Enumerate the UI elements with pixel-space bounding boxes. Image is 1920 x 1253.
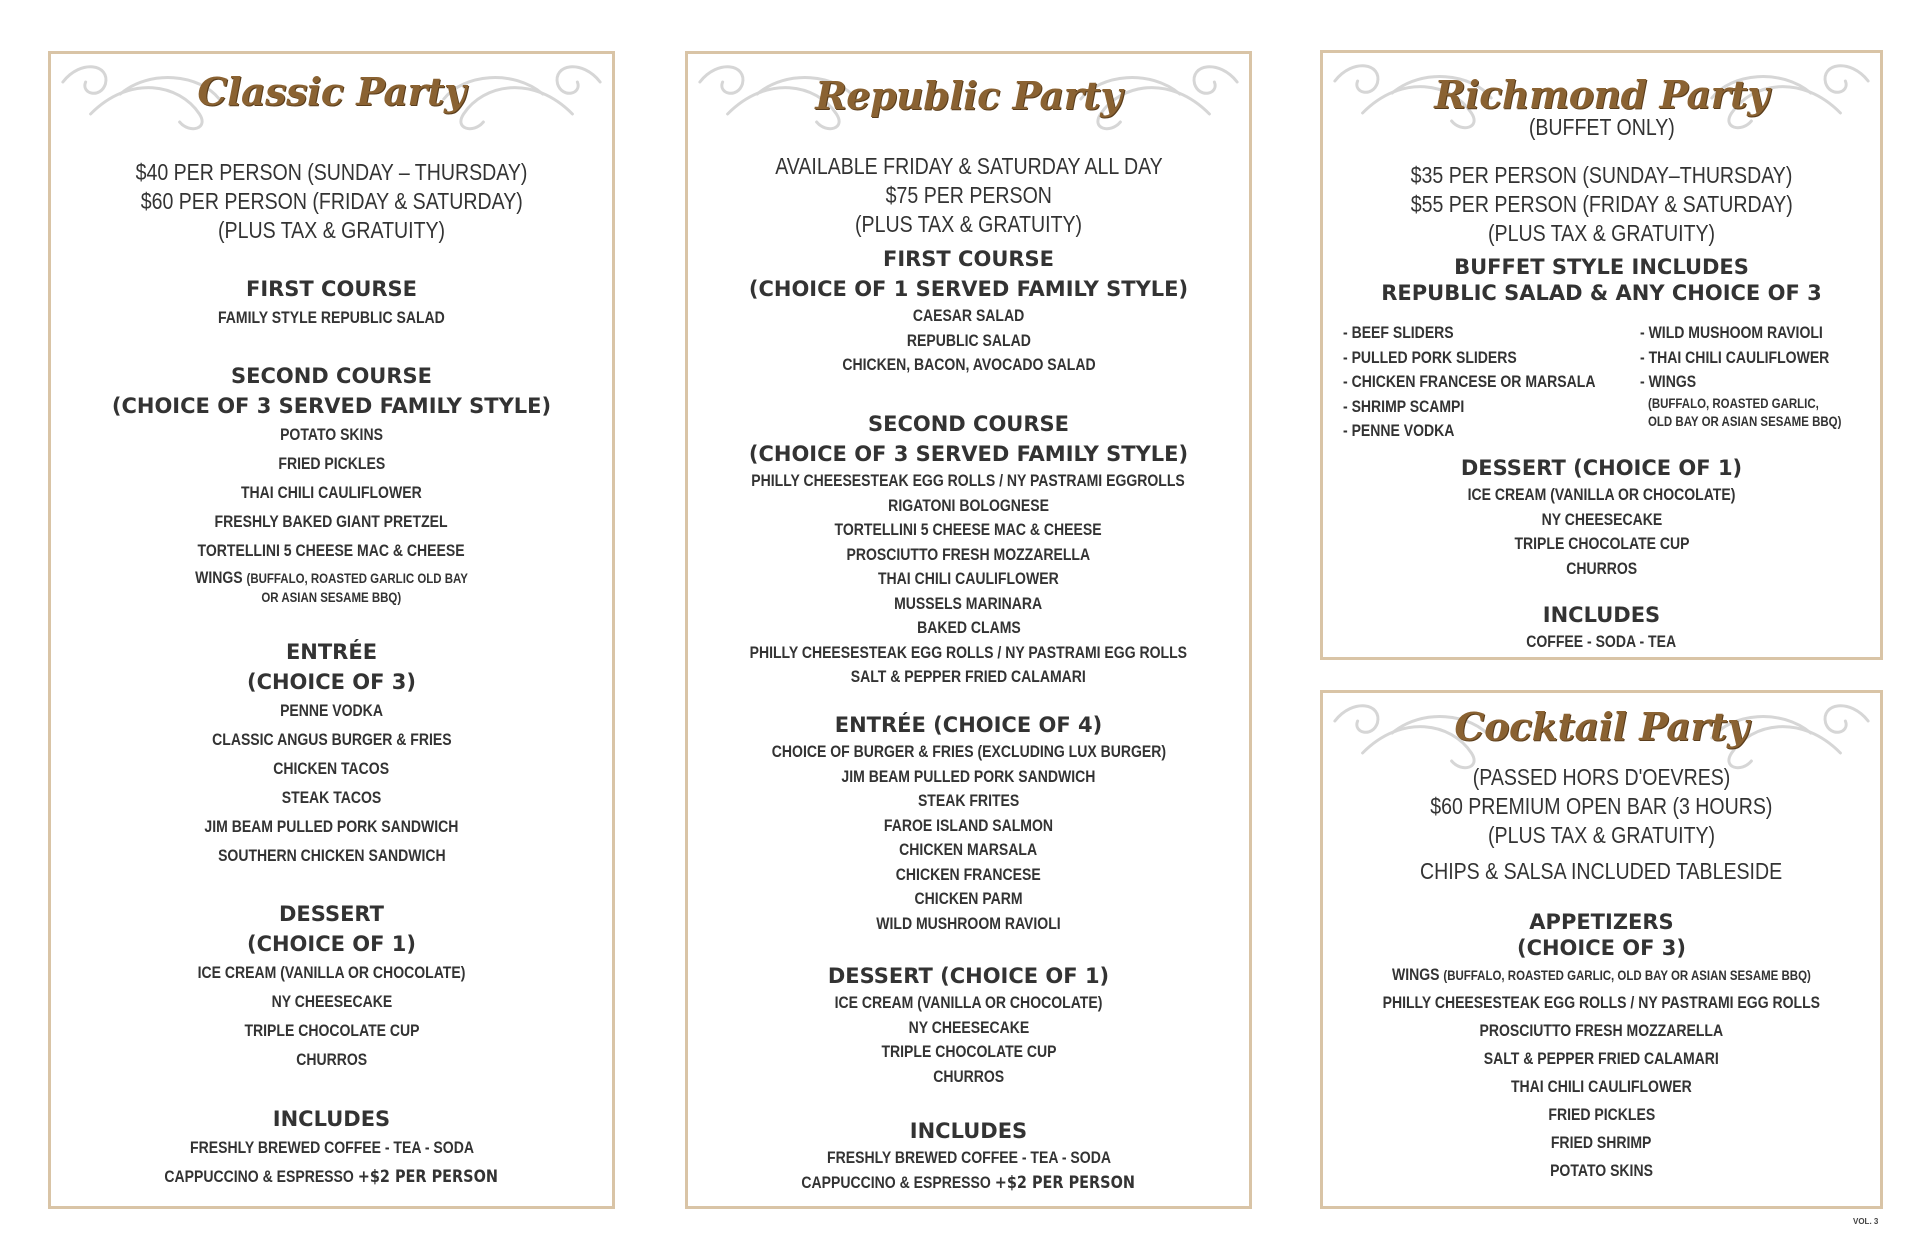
section-subheading: (CHOICE OF 1) (246, 932, 417, 956)
menu-item: FRESHLY BAKED GIANT PRETZEL (214, 513, 449, 531)
menu-item: TORTELLINI 5 CHEESE MAC & CHEESE (197, 542, 466, 560)
cocktail-party-panel (1320, 690, 1883, 1209)
buffet-item-note: (BUFFALO, ROASTED GARLIC, (1648, 395, 1819, 411)
menu-item: CHURROS (1566, 559, 1637, 578)
buffet-item: - THAI CHILI CAULIFLOWER (1640, 348, 1830, 367)
menu-item: WILD MUSHROOM RAVIOLI (876, 914, 1061, 933)
buffet-item-note: OLD BAY OR ASIAN SESAME BBQ) (1648, 413, 1842, 429)
menu-item: PHILLY CHEESESTEAK EGG ROLLS / NY PASTRAMI EGG ROLLS (1382, 994, 1821, 1012)
menu-item: JIM BEAM PULLED PORK SANDWICH (841, 767, 1096, 786)
menu-item-note: (BUFFALO, ROASTED GARLIC OLD BAY (246, 571, 468, 586)
menu-item: PHILLY CHEESESTEAK EGG ROLLS / NY PASTRAMI EGG ROLLS (749, 643, 1188, 662)
menu-item: CAESAR SALAD (912, 307, 1025, 325)
surcharge-label: +$2 PER PERSON (995, 1172, 1136, 1193)
section-heading: ENTRÉE (285, 640, 378, 664)
menu-item: CHICKEN FRANCESE (896, 865, 1041, 884)
buffet-item: - PENNE VODKA (1343, 422, 1455, 440)
section-heading: INCLUDES (272, 1107, 391, 1131)
menu-item: FRIED SHRIMP (1551, 1134, 1652, 1152)
menu-item: CHOICE OF BURGER & FRIES (EXCLUDING LUX BURGER) (771, 743, 1166, 761)
menu-item: PENNE VODKA (280, 702, 383, 720)
menu-item: CHICKEN TACOS (273, 760, 390, 778)
price-line: (PLUS TAX & GRATUITY) (854, 211, 1083, 237)
menu-item: FRIED PICKLES (1548, 1106, 1655, 1124)
section-heading: INCLUDES (909, 1119, 1028, 1143)
menu-item: FAROE ISLAND SALMON (883, 816, 1054, 835)
includes-line: CAPPUCCINO & ESPRESSO (801, 1173, 992, 1192)
menu-item: CHURROS (933, 1067, 1004, 1086)
menu-item: THAI CHILI CAULIFLOWER (1511, 1078, 1692, 1096)
includes-line: CAPPUCCINO & ESPRESSO (164, 1168, 355, 1186)
panel-title: Republic Party (815, 73, 1122, 118)
price-line: $55 PER PERSON (FRIDAY & SATURDAY) (1410, 191, 1793, 217)
price-line: AVAILABLE FRIDAY & SATURDAY ALL DAY (774, 153, 1163, 179)
menu-item: CHICKEN PARM (914, 890, 1023, 908)
section-heading: BUFFET STYLE INCLUDES (1454, 255, 1749, 279)
buffet-item: - WINGS (1640, 373, 1697, 391)
panel-title: Cocktail Party (1454, 704, 1749, 749)
menu-item: WINGS (1392, 966, 1440, 984)
menu-item: TORTELLINI 5 CHEESE MAC & CHEESE (834, 521, 1103, 539)
section-subheading: (CHOICE OF 3 SERVED FAMILY STYLE) (748, 442, 1189, 466)
surcharge-label: +$2 PER PERSON (358, 1167, 499, 1187)
menu-item: JIM BEAM PULLED PORK SANDWICH (204, 818, 459, 836)
menu-item: CHICKEN MARSALA (899, 841, 1038, 859)
menu-item: TRIPLE CHOCOLATE CUP (243, 1022, 420, 1040)
menu-item: STEAK FRITES (917, 792, 1020, 810)
buffet-item: - SHRIMP SCAMPI (1343, 397, 1465, 416)
price-line: $35 PER PERSON (SUNDAY–THURSDAY) (1410, 162, 1793, 188)
includes-line: FRESHLY BREWED COFFEE - TEA - SODA (189, 1139, 474, 1157)
price-line: $60 PER PERSON (FRIDAY & SATURDAY) (140, 188, 523, 214)
price-line: (PLUS TAX & GRATUITY) (1487, 822, 1716, 848)
section-heading: SECOND COURSE (867, 412, 1069, 436)
price-line: $40 PER PERSON (SUNDAY – THURSDAY) (135, 159, 528, 185)
menu-item: FAMILY STYLE REPUBLIC SALAD (218, 309, 445, 327)
section-heading: ENTRÉE (CHOICE OF 4) (834, 713, 1103, 737)
menu-item: NY CHEESECAKE (908, 1018, 1029, 1037)
section-heading: DESSERT (CHOICE OF 1) (827, 964, 1110, 988)
classic-party-panel (48, 51, 615, 1209)
richmond-party-panel (1320, 50, 1883, 660)
price-line: (PLUS TAX & GRATUITY) (217, 217, 446, 243)
section-subheading: (CHOICE OF 3 SERVED FAMILY STYLE) (111, 394, 552, 418)
menu-item: PROSCIUTTO FRESH MOZZARELLA (846, 545, 1091, 564)
panel-subtitle: (BUFFET ONLY) (1528, 114, 1675, 140)
menu-item: SALT & PEPPER FRIED CALAMARI (850, 668, 1087, 686)
menu-item: MUSSELS MARINARA (894, 594, 1043, 613)
buffet-item: - WILD MUSHOOM RAVIOLI (1640, 324, 1823, 342)
panel-title: Richmond Party (1434, 72, 1769, 117)
price-line: (PASSED HORS D'OEVRES) (1472, 764, 1731, 790)
menu-item: POTATO SKINS (280, 426, 383, 444)
menu-item: PHILLY CHEESESTEAK EGG ROLLS / NY PASTRAMI EGGROLLS (751, 472, 1186, 490)
section-heading: APPETIZERS (1529, 910, 1674, 934)
menu-item: SOUTHERN CHICKEN SANDWICH (217, 847, 446, 865)
menu-item: NY CHEESECAKE (271, 993, 392, 1011)
includes-line: COFFEE - SODA - TEA (1526, 633, 1677, 651)
section-subheading: REPUBLIC SALAD & ANY CHOICE OF 3 (1381, 281, 1822, 305)
menu-item: CHURROS (296, 1051, 367, 1069)
menu-item: POTATO SKINS (1550, 1162, 1653, 1180)
chips-line: CHIPS & SALSA INCLUDED TABLESIDE (1420, 858, 1783, 884)
section-subheading: (CHOICE OF 3) (1516, 936, 1687, 960)
menu-item: CHICKEN, BACON, AVOCADO SALAD (841, 356, 1096, 374)
menu-item: SALT & PEPPER FRIED CALAMARI (1483, 1050, 1720, 1068)
price-line: $75 PER PERSON (885, 182, 1052, 208)
menu-item: TRIPLE CHOCOLATE CUP (1513, 535, 1690, 553)
menu-item: REPUBLIC SALAD (906, 331, 1031, 350)
menu-item: RIGATONI BOLOGNESE (888, 496, 1049, 515)
menu-item: THAI CHILI CAULIFLOWER (878, 570, 1059, 588)
section-heading: DESSERT (279, 902, 384, 926)
menu-item: TRIPLE CHOCOLATE CUP (880, 1043, 1057, 1061)
price-line: (PLUS TAX & GRATUITY) (1487, 220, 1716, 246)
menu-item: WINGS (195, 569, 243, 587)
menu-item: ICE CREAM (VANILLA OR CHOCOLATE) (1467, 486, 1736, 504)
buffet-choices (1343, 321, 1868, 444)
buffet-item: - CHICKEN FRANCESE OR MARSALA (1343, 373, 1596, 391)
menu-item: ICE CREAM (VANILLA OR CHOCOLATE) (834, 994, 1103, 1012)
panel-title: Classic Party (197, 69, 466, 114)
section-heading: DESSERT (CHOICE OF 1) (1460, 456, 1743, 480)
menu-item: NY CHEESECAKE (1541, 510, 1662, 529)
section-heading: FIRST COURSE (882, 247, 1055, 271)
menu-item: BAKED CLAMS (916, 619, 1021, 637)
section-subheading: (CHOICE OF 1 SERVED FAMILY STYLE) (748, 277, 1189, 301)
menu-item: FRIED PICKLES (278, 455, 385, 473)
section-heading: INCLUDES (1542, 603, 1661, 627)
menu-item-note: (BUFFALO, ROASTED GARLIC, OLD BAY OR ASIAN SESAME BBQ) (1443, 968, 1811, 983)
menu-item: PROSCIUTTO FRESH MOZZARELLA (1479, 1022, 1724, 1040)
price-line: $60 PREMIUM OPEN BAR (3 HOURS) (1430, 793, 1773, 819)
volume-label: VOL. 3 (1853, 1217, 1879, 1226)
buffet-item: - BEEF SLIDERS (1343, 324, 1454, 342)
section-subheading: (CHOICE OF 3) (246, 670, 417, 694)
section-heading: FIRST COURSE (245, 277, 418, 301)
buffet-item: - PULLED PORK SLIDERS (1343, 348, 1517, 367)
menu-item-note: OR ASIAN SESAME BBQ) (261, 590, 402, 605)
republic-party-panel (685, 51, 1252, 1209)
includes-line: FRESHLY BREWED COFFEE - TEA - SODA (826, 1149, 1111, 1167)
section-heading: SECOND COURSE (230, 364, 432, 388)
menu-item: THAI CHILI CAULIFLOWER (241, 484, 422, 502)
menu-item: ICE CREAM (VANILLA OR CHOCOLATE) (197, 964, 466, 982)
menu-item: CLASSIC ANGUS BURGER & FRIES (211, 731, 452, 749)
menu-item: STEAK TACOS (281, 789, 382, 807)
